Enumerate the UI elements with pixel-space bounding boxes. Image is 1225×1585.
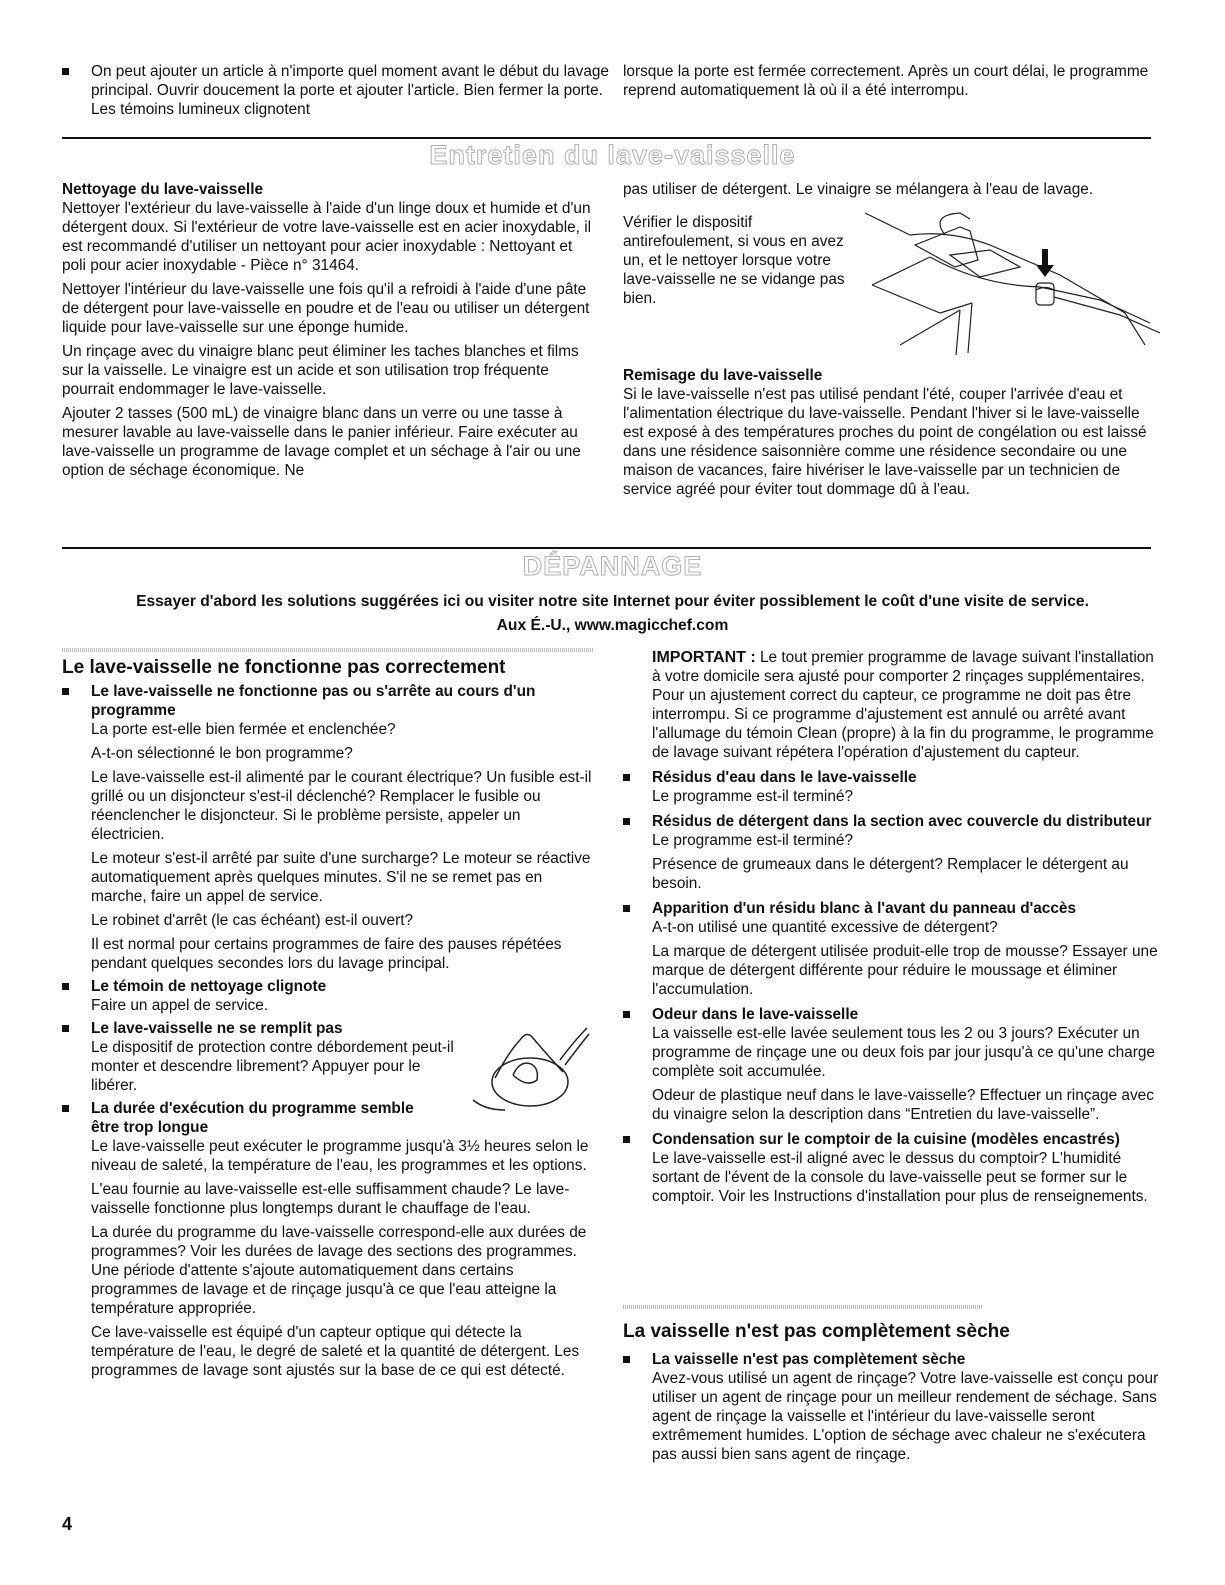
answer: Le programme est-il terminé? <box>652 832 854 849</box>
paragraph: Ajouter 2 tasses (500 mL) de vinaigre blanc dans un verre ou une tasse à mesurer lavable au lave-vaisselle dans le panier inférieur. Faire exécuter au lave-vaisselle un programme de lavage complet et un séchage à l'air ou une option de séchage économique. Ne <box>62 405 581 479</box>
remisage-heading: Remisage du lave-vaisselle <box>623 367 823 384</box>
answer: Le lave-vaisselle peut exécuter le programme jusqu'à 3½ heures selon le niveau de saleté, la température de l'eau, les programmes et les options. <box>91 1138 589 1174</box>
answer: Le moteur s'est-il arrêté par suite d'une surcharge? Le moteur se réactive automatiquement après quelques minutes. S'il ne se remet pas en marche, faire un appel de service. <box>91 850 591 905</box>
answer: La durée du programme du lave-vaisselle correspond-elle aux durées de programmes? Voir les durées de lavage des sections des programmes. Une période d'attente s'ajoute automatiquement dans certains programmes de lavage et de rinçage jusqu'à ce que l'eau atteigne la température appropriée. <box>91 1224 587 1317</box>
paragraph: Si le lave-vaisselle n'est pas utilisé pendant l'été, couper l'arrivée d'eau et l'alimentation électrique du lave-vaisselle. Pendant l'hiver si le lave-vaisselle est exposé à des températures proches du point de congélation ou est laissé dans une résidence saisonnière comme une résidence secondaire ou une maison de vacances, faire hivériser le lave-vaisselle par un technicien de service agréé pour éviter tout dommage dû à l'eau. <box>623 386 1147 498</box>
secheresse-block <box>623 1320 1163 1464</box>
entretien-left-column <box>62 180 593 480</box>
dotted-divider <box>62 648 593 652</box>
answer: Il est normal pour certains programmes de faire des pauses répétées pendant quelques secondes lors du lavage principal. <box>91 936 562 972</box>
paragraph: pas utiliser de détergent. Le vinaigre se mélangera à l'eau de lavage. <box>623 181 1094 198</box>
answer: Odeur de plastique neuf dans le lave-vaisselle? Effectuer un rinçage avec du vinaigre selon la description dans “Entretien du lave-vaisselle”. <box>652 1087 1154 1123</box>
faucet-air-gap-illustration <box>860 205 1160 365</box>
answer: Ce lave-vaisselle est équipé d'un capteur optique qui détecte la température de l'eau, le degré de saleté et la quantité de détergent. Les programmes de lavage sont ajustés sur la base de ce qui est détecté. <box>91 1324 580 1379</box>
website-line: Aux É.-U., www.magicchef.com <box>496 617 729 634</box>
answer: Le lave-vaisselle est-il alimenté par le courant électrique? Un fusible est-il grillé ou un disjoncteur s'est-il déclenché? Remplacer le fusible ou réenclencher le disjoncteur. Si le problème persiste, appeler un électricien. <box>91 769 592 843</box>
bullet-heading: Le lave-vaisselle ne se remplit pas <box>62 1019 593 1038</box>
answer: La vaisselle est-elle lavée seulement tous les 2 ou 3 jours? Exécuter un programme de rinçage une ou deux fois par jour jusqu'à ce qu'une charge complète soit accumulée. <box>652 1025 1155 1080</box>
bullet-heading: Le témoin de nettoyage clignote <box>62 977 593 996</box>
answer: Faire un appel de service. <box>91 997 269 1014</box>
section-divider <box>62 137 1151 139</box>
bullet-heading: Odeur dans le lave-vaisselle <box>623 1005 1163 1024</box>
paragraph: Nettoyer l'intérieur du lave-vaisselle une fois qu'il a refroidi à l'aide d'une pâte de détergent pour lave-vaisselle en poudre et de l'eau ou utiliser un détergent liquide pour lave-vaisselle sur une éponge humide. <box>62 281 590 336</box>
answer: Le robinet d'arrêt (le cas échéant) est-il ouvert? <box>91 912 414 929</box>
bullet-heading: La vaisselle n'est pas complètement sèche <box>623 1350 1163 1369</box>
bullet-heading: Le lave-vaisselle ne fonctionne pas ou s'arrête au cours d'un programme <box>62 682 593 720</box>
left-heading: Le lave-vaisselle ne fonctionne pas correctement <box>62 657 506 678</box>
important-note <box>623 648 1163 762</box>
nettoyage-heading: Nettoyage du lave-vaisselle <box>62 181 264 198</box>
answer: L'eau fournie au lave-vaisselle est-elle suffisamment chaude? Le lave-vaisselle fonctionne plus longtemps durant le chauffage de l'eau. <box>91 1181 570 1217</box>
dotted-divider <box>623 1305 983 1309</box>
answer: Le lave-vaisselle est-il aligné avec le dessus du comptoir? L'humidité sortant de l'évent de la console du lave-vaisselle peut se former sur le comptoir. Voir les Instructions d'installation pour plus de renseignements. <box>652 1150 1148 1205</box>
intro-bullet <box>62 62 622 119</box>
page-number: 4 <box>62 1514 73 1534</box>
section-title-depannage: DÉPANNAGE <box>522 551 703 581</box>
answer: La marque de détergent utilisée produit-elle trop de mousse? Essayer une marque de détergent différente pour réduire le moussage et éliminer l'accumulation. <box>652 943 1158 998</box>
answer: Le programme est-il terminé? <box>652 788 854 805</box>
depannage-intro: Essayer d'abord les solutions suggérées ici ou visiter notre site Internet pour éviter possiblement le coût d'une visite de service. <box>136 593 1089 610</box>
answer: La porte est-elle bien fermée et enclenchée? <box>91 721 396 738</box>
answer: Le dispositif de protection contre débordement peut-il monter et descendre librement? Appuyer pour le libérer. <box>91 1039 454 1094</box>
answer: Présence de grumeaux dans le détergent? Remplacer le détergent au besoin. <box>652 856 1129 892</box>
remisage-block <box>623 366 1163 499</box>
answer: Avez-vous utilisé un agent de rinçage? Votre lave-vaisselle est conçu pour utiliser un agent de rinçage pour un meilleur rendement de séchage. Sans agent de rinçage la vaisselle et l'intérieur du lave-vaisselle seront extrêmement humides. L'option de séchage avec chaleur ne s'exécutera pas aussi bien sans agent de rinçage. <box>652 1370 1159 1463</box>
important-label: IMPORTANT : <box>652 649 756 666</box>
section-title-entretien: Entretien du lave-vaisselle <box>429 140 796 170</box>
right-heading: La vaisselle n'est pas complètement sèche <box>623 1321 1010 1342</box>
antirefoulement-paragraph: Vérifier le dispositif antirefoulement, si vous en avez un, et le nettoyer lorsque votre lave-vaisselle ne se vidange pas bien. <box>623 214 845 307</box>
important-text: Le tout premier programme de lavage suivant l'installation à votre domicile sera ajusté pour comporter 2 rinçages supplémentaires. Pour un ajustement correct du capteur, ce programme ne doit pas être interrompu. Si ce programme d'ajustement est annulé ou arrêté avant l'allumage du témoin Clean (propre) à la fin du programme, le programme de lavage suivant répétera l'opération d'ajustement du capteur. <box>652 649 1154 761</box>
paragraph: Nettoyer l'extérieur du lave-vaisselle à l'aide d'un linge doux et humide et d'un détergent doux. Si l'extérieur de votre lave-vaisselle est en acier inoxydable, il est recommandé d'utiliser un nettoyant pour acier inoxydable : Nettoyant et poli pour acier inoxydable - Pièce n° 31464. <box>62 200 592 274</box>
answer: A-t-on utilisé une quantité excessive de détergent? <box>652 919 998 936</box>
depannage-left-column <box>62 656 593 1380</box>
intro-text-col1: On peut ajouter un article à n'importe quel moment avant le début du lavage principal. Ouvrir doucement la porte et ajouter l'article. Bien fermer la porte. Les témoins lumineux clignotent <box>91 63 609 118</box>
section-divider <box>62 547 1151 549</box>
bullet-heading: Résidus de détergent dans la section avec couvercle du distributeur <box>623 812 1163 831</box>
bullet-heading: Apparition d'un résidu blanc à l'avant du panneau d'accès <box>623 899 1163 918</box>
depannage-right-column <box>623 648 1163 1206</box>
intro-text-col2: lorsque la porte est fermée correctement. Après un court délai, le programme reprend automatiquement là où il a été interrompu. <box>623 63 1149 99</box>
overfill-float-illustration <box>465 1020 595 1115</box>
bullet-heading: Résidus d'eau dans le lave-vaisselle <box>623 768 1163 787</box>
bullet-heading: La durée d'exécution du programme semble être trop longue <box>62 1099 431 1137</box>
bullet-heading: Condensation sur le comptoir de la cuisine (modèles encastrés) <box>623 1130 1163 1149</box>
paragraph: Un rinçage avec du vinaigre blanc peut éliminer les taches blanches et films sur la vaisselle. Le vinaigre est un acide et son utilisation trop fréquente pourrait endommager le lave-vaisselle. <box>62 343 579 398</box>
answer: A-t-on sélectionné le bon programme? <box>91 745 353 762</box>
